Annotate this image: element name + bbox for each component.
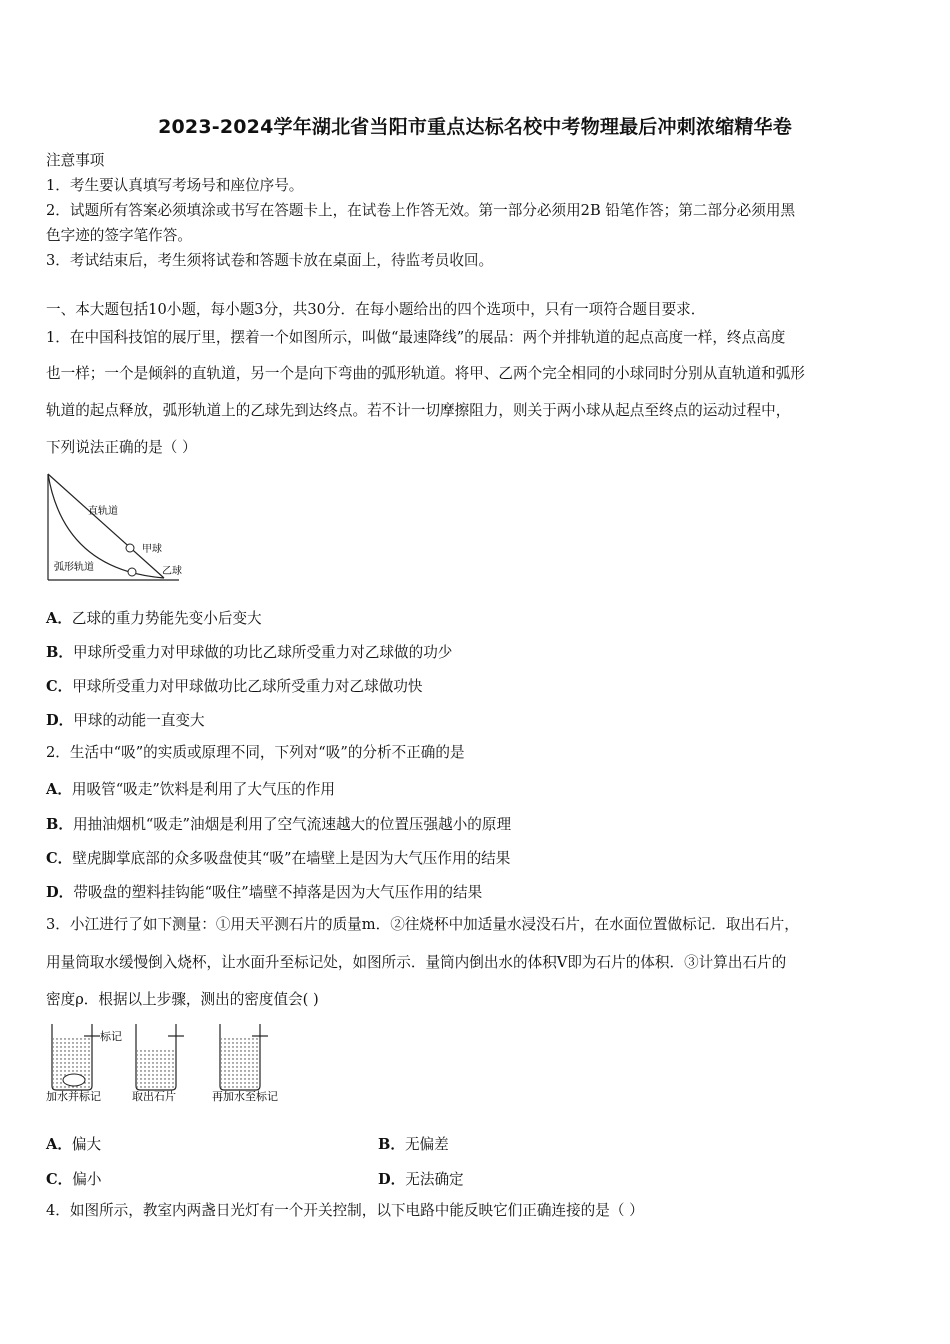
label-ball-b: 乙球 bbox=[162, 566, 182, 577]
label-arc-track: 弧形轨道 bbox=[54, 562, 94, 573]
q1-option-c[interactable]: C．甲球所受重力对甲球做功比乙球所受重力对乙球做功快 bbox=[46, 678, 423, 695]
brachistochrone-figure bbox=[44, 470, 204, 590]
stone-icon bbox=[63, 1074, 85, 1086]
notice-item: 2．试题所有答案必须填涂或书写在答题卡上，在试卷上作答无效。第一部分必须用2B 铅笔作答；第二部分必须用黑 bbox=[46, 202, 796, 219]
q3-option-d[interactable]: D．无法确定 bbox=[378, 1171, 464, 1188]
beaker-3 bbox=[212, 1024, 278, 1103]
q1-stem-line: 轨道的起点释放，弧形轨道上的乙球先到达终点。若不计一切摩擦阻力，则关于两小球从起点至终点的运动过程中， bbox=[46, 402, 791, 419]
label-mark: 标记 bbox=[100, 1030, 122, 1043]
ball-b-icon bbox=[128, 568, 136, 576]
page-title: 2023-2024学年湖北省当阳市重点达标名校中考物理最后冲刺浓缩精华卷 bbox=[158, 116, 792, 138]
q2-option-d[interactable]: D．带吸盘的塑料挂钩能“吸住”墙壁不掉落是因为大气压作用的结果 bbox=[46, 884, 483, 901]
notice-heading: 注意事项 bbox=[46, 152, 105, 169]
q3-stem-line: 用量筒取水缓慢倒入烧杯，让水面升至标记处，如图所示．量筒内倒出水的体积V即为石片的体积．③计算出石片的 bbox=[46, 954, 787, 971]
caption-beaker-2: 取出石片 bbox=[132, 1090, 176, 1103]
label-straight-track: 直轨道 bbox=[88, 506, 118, 517]
q2-stem: 2．生活中“吸”的实质或原理不同，下列对“吸”的分析不正确的是 bbox=[46, 744, 465, 761]
q1-stem-line: 也一样；一个是倾斜的直轨道，另一个是向下弯曲的弧形轨道。将甲、乙两个完全相同的小球同时分别从直轨道和弧形 bbox=[46, 365, 805, 382]
q1-stem-line: 1．在中国科技馆的展厅里，摆着一个如图所示，叫做“最速降线”的展品：两个并排轨道的起点高度一样，终点高度 bbox=[46, 329, 786, 346]
q1-option-a[interactable]: A．乙球的重力势能先变小后变大 bbox=[46, 610, 262, 627]
caption-beaker-3: 再加水至标记 bbox=[212, 1090, 278, 1103]
beaker-1 bbox=[46, 1024, 122, 1103]
q2-option-c[interactable]: C．壁虎脚掌底部的众多吸盘使其“吸”在墙壁上是因为大气压作用的结果 bbox=[46, 850, 511, 867]
ball-a-icon bbox=[126, 544, 134, 552]
q3-option-a[interactable]: A．偏大 bbox=[46, 1136, 102, 1153]
q2-option-a[interactable]: A．用吸管“吸走”饮料是利用了大气压的作用 bbox=[46, 781, 335, 798]
notice-item: 3．考试结束后，考生须将试卷和答题卡放在桌面上，待监考员收回。 bbox=[46, 252, 494, 269]
q2-option-b[interactable]: B．用抽油烟机“吸走”油烟是利用了空气流速越大的位置压强越小的原理 bbox=[46, 816, 512, 833]
q1-option-b[interactable]: B．甲球所受重力对甲球做的功比乙球所受重力对乙球做的功少 bbox=[46, 644, 453, 661]
label-ball-a: 甲球 bbox=[142, 544, 162, 555]
beaker-figure bbox=[44, 1018, 304, 1104]
q4-stem: 4．如图所示，教室内两盏日光灯有一个开关控制，以下电路中能反映它们正确连接的是（ ） bbox=[46, 1202, 644, 1219]
q1-stem-line: 下列说法正确的是（ ） bbox=[46, 439, 197, 456]
q1-option-d[interactable]: D．甲球的动能一直变大 bbox=[46, 712, 205, 729]
beaker-2 bbox=[132, 1024, 184, 1103]
q3-option-b[interactable]: B．无偏差 bbox=[378, 1136, 449, 1153]
notice-item: 1．考生要认真填写考场号和座位序号。 bbox=[46, 177, 304, 194]
notice-item: 色字迹的签字笔作答。 bbox=[46, 227, 192, 244]
section-heading: 一、本大题包括10小题，每小题3分，共30分．在每小题给出的四个选项中，只有一项符合题目要求． bbox=[46, 301, 706, 318]
q3-stem-line: 密度ρ．根据以上步骤，测出的密度值会( ) bbox=[46, 991, 319, 1008]
q3-stem-line: 3．小江进行了如下测量：①用天平测石片的质量m．②往烧杯中加适量水浸没石片，在水面位置做标记．取出石片， bbox=[46, 916, 799, 933]
caption-beaker-1: 加水并标记 bbox=[46, 1090, 101, 1103]
q3-option-c[interactable]: C．偏小 bbox=[46, 1171, 102, 1188]
